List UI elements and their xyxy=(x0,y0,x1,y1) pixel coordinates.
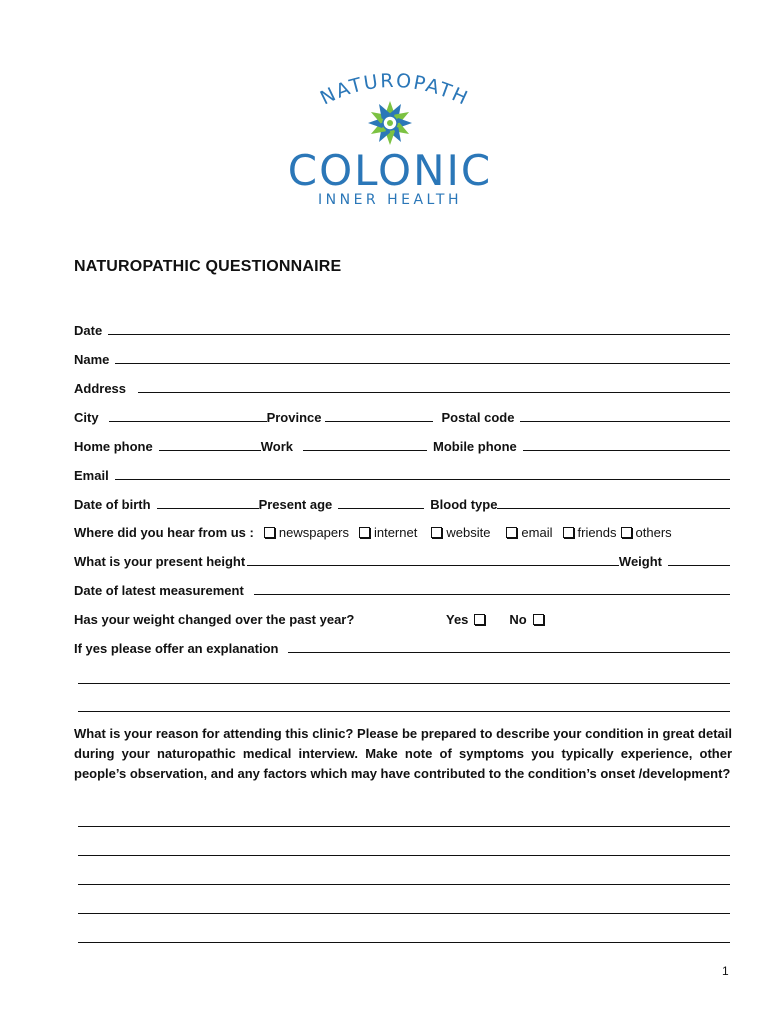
blood-type-field[interactable] xyxy=(497,494,730,509)
explanation-line[interactable] xyxy=(78,711,730,712)
checkbox-icon[interactable] xyxy=(359,527,370,538)
logo-arc-text: NATUROPATH xyxy=(316,69,473,111)
email-field[interactable] xyxy=(115,465,730,480)
checkbox-icon[interactable] xyxy=(474,614,485,625)
work-field[interactable] xyxy=(303,436,427,451)
latest-measurement-field[interactable] xyxy=(254,580,730,595)
email-label: Email xyxy=(74,468,109,483)
measurement-row xyxy=(74,578,730,598)
name-row xyxy=(74,347,730,367)
option-email[interactable] xyxy=(506,525,552,540)
height-field[interactable] xyxy=(247,551,619,566)
option-friends[interactable] xyxy=(563,525,617,540)
option-newspapers[interactable] xyxy=(264,525,349,540)
address-field[interactable] xyxy=(138,378,730,393)
hear-options xyxy=(260,525,672,540)
weight-label: Weight xyxy=(618,554,662,569)
option-label: email xyxy=(521,525,553,540)
option-label: website xyxy=(446,525,491,540)
postal-code-field[interactable] xyxy=(520,407,730,422)
option-label: internet xyxy=(373,525,418,540)
name-field[interactable] xyxy=(115,349,730,364)
hear-from-label: Where did you hear from us : xyxy=(74,525,254,540)
answer-line[interactable] xyxy=(78,942,730,943)
address-label: Address xyxy=(74,381,127,396)
yes-option[interactable] xyxy=(446,612,489,627)
address-row xyxy=(74,376,730,396)
present-age-field[interactable] xyxy=(338,494,424,509)
answer-line[interactable] xyxy=(78,855,730,856)
option-internet[interactable] xyxy=(359,525,417,540)
option-label: friends xyxy=(577,525,617,540)
option-label: others xyxy=(635,525,672,540)
answer-line[interactable] xyxy=(78,884,730,885)
checkbox-icon[interactable] xyxy=(563,527,574,538)
phone-row xyxy=(74,434,730,454)
home-phone-label: Home phone xyxy=(74,439,153,454)
weight-field[interactable] xyxy=(668,551,730,566)
reason-question: What is your reason for attending this clinic? Please be prepared to describe your condition in great detail during your naturopathic medical interview. Make note of symptoms you typically experience, other people’s observation, and any factors which may have contributed to the condition’s onset /development? xyxy=(74,726,732,781)
city-field[interactable] xyxy=(109,407,267,422)
no-label: No xyxy=(509,612,527,627)
yes-label: Yes xyxy=(446,612,469,627)
date-label: Date xyxy=(74,323,103,338)
explanation-line[interactable] xyxy=(78,683,730,684)
province-field[interactable] xyxy=(325,407,433,422)
answer-line[interactable] xyxy=(78,826,730,827)
postal-code-label: Postal code xyxy=(441,410,515,425)
logo-sub-text: INNER HEALTH xyxy=(318,192,462,208)
checkbox-icon[interactable] xyxy=(621,527,632,538)
clinic-logo xyxy=(270,66,510,216)
page-title: NATUROPATHIC QUESTIONNAIRE xyxy=(74,258,342,275)
present-age-label: Present age xyxy=(258,497,333,512)
home-phone-field[interactable] xyxy=(159,436,261,451)
birth-row xyxy=(74,492,730,512)
blood-type-label: Blood type xyxy=(430,497,498,512)
date-of-birth-label: Date of birth xyxy=(74,497,151,512)
date-of-birth-field[interactable] xyxy=(157,494,259,509)
option-website[interactable] xyxy=(431,525,490,540)
checkbox-icon[interactable] xyxy=(264,527,275,538)
latest-measurement-label: Date of latest measurement xyxy=(74,583,244,598)
height-row xyxy=(74,549,730,569)
mobile-phone-label: Mobile phone xyxy=(433,439,517,454)
weight-changed-label: Has your weight changed over the past year? xyxy=(74,612,355,627)
city-label: City xyxy=(74,410,99,425)
city-row xyxy=(74,405,730,425)
answer-line[interactable] xyxy=(78,913,730,914)
date-row xyxy=(74,318,730,338)
checkbox-icon[interactable] xyxy=(506,527,517,538)
option-label: newspapers xyxy=(278,525,349,540)
option-others[interactable] xyxy=(621,525,672,540)
explanation-field[interactable] xyxy=(288,638,730,653)
name-label: Name xyxy=(74,352,110,367)
work-label: Work xyxy=(260,439,293,454)
email-row xyxy=(74,463,730,483)
explanation-row xyxy=(74,636,730,656)
flower-icon xyxy=(367,100,413,146)
checkbox-icon[interactable] xyxy=(533,614,544,625)
province-label: Province xyxy=(266,410,322,425)
page-number: 1 xyxy=(722,964,729,978)
mobile-phone-field[interactable] xyxy=(523,436,730,451)
date-field[interactable] xyxy=(108,320,730,335)
height-label: What is your present height xyxy=(74,554,246,569)
hear-row xyxy=(74,520,730,540)
explanation-label: If yes please offer an explanation xyxy=(74,641,279,656)
weight-change-row xyxy=(74,607,730,627)
logo-main-text: COLONIC xyxy=(287,146,493,195)
no-option[interactable] xyxy=(509,612,547,627)
checkbox-icon[interactable] xyxy=(431,527,442,538)
